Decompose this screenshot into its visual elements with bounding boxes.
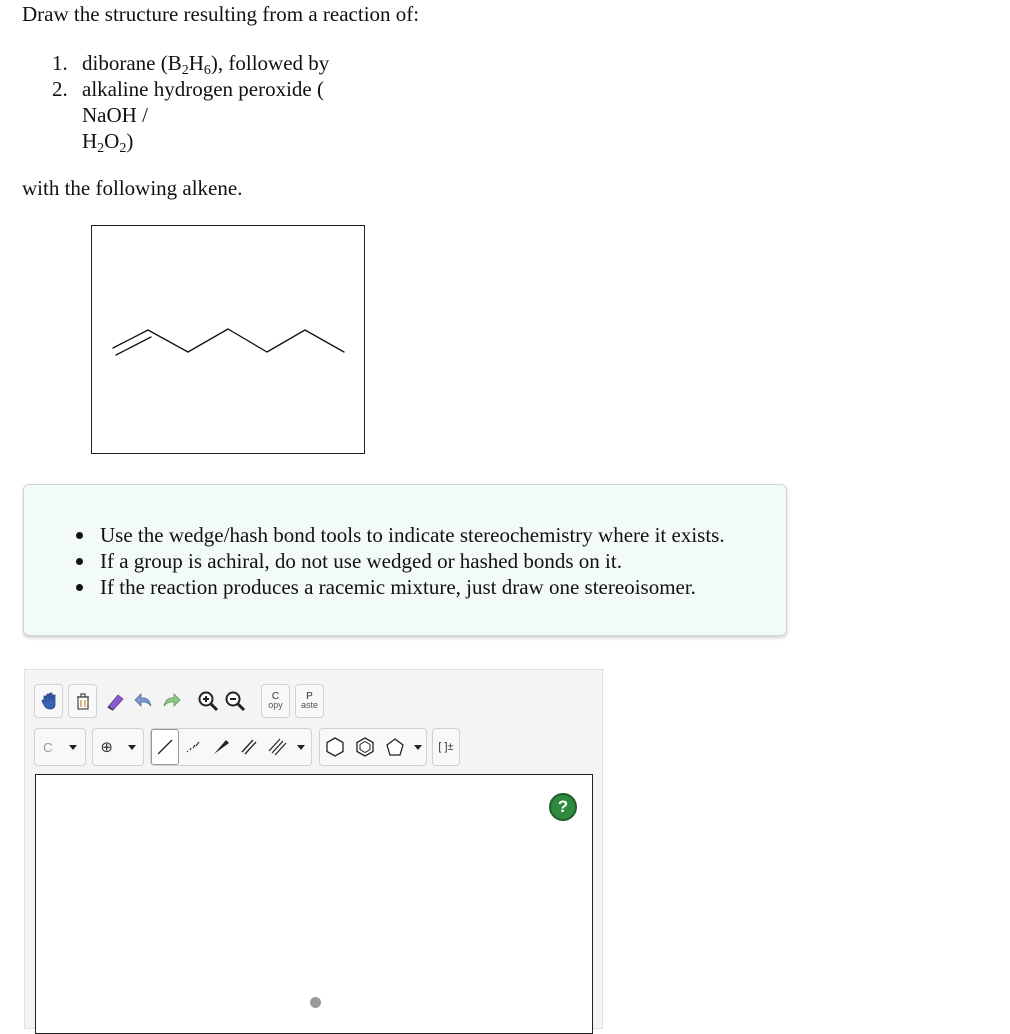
double-bond-line-1 xyxy=(113,330,148,348)
alkene-structure-box xyxy=(91,225,365,454)
redo-icon xyxy=(160,691,182,711)
step-1 xyxy=(52,50,329,76)
alkene-skeletal-structure xyxy=(92,226,364,453)
bracket-button[interactable] xyxy=(432,728,460,766)
ring-tools-group xyxy=(319,728,427,766)
instruction-item: If the reaction produces a racemic mixture, just draw one stereoisomer. xyxy=(76,574,725,600)
cyclopentane-icon[interactable] xyxy=(384,736,406,758)
eraser-tool-button[interactable] xyxy=(102,686,128,716)
instructions-box xyxy=(23,484,787,636)
bond-3 xyxy=(188,329,228,352)
eraser-icon xyxy=(104,691,126,711)
zoom-in-button[interactable] xyxy=(195,686,221,716)
hash-bond-icon xyxy=(183,737,203,757)
instruction-item: Use the wedge/hash bond tools to indicate stereochemistry where it exists. xyxy=(76,522,725,548)
atom-selector[interactable] xyxy=(34,728,86,766)
trash-icon xyxy=(75,691,91,711)
step-2-line3: $H_2O_2$) xyxy=(82,129,134,156)
bond-5 xyxy=(267,330,305,352)
chevron-down-icon[interactable] xyxy=(414,745,422,750)
step-1-text: diborane $(B_2H_6)$, followed by xyxy=(82,51,330,78)
instructions-list xyxy=(76,522,725,600)
bracket-icon: [ ]± xyxy=(438,741,454,753)
charge-selector[interactable] xyxy=(92,728,144,766)
zoom-out-icon xyxy=(224,690,246,712)
redo-button[interactable] xyxy=(158,686,184,716)
erase-button[interactable] xyxy=(68,684,97,718)
bond-tools-group xyxy=(150,728,312,766)
step-2-line1: alkaline hydrogen peroxide ( xyxy=(82,77,324,101)
hand-icon xyxy=(40,691,58,711)
undo-icon xyxy=(133,691,155,711)
step-2-line2: NaOH / xyxy=(82,103,148,127)
cyclohexane-icon[interactable] xyxy=(324,736,346,758)
atom-label: C xyxy=(43,739,53,755)
bond-2 xyxy=(148,330,188,352)
hash-bond-button[interactable] xyxy=(179,729,207,765)
wedge-bond-button[interactable] xyxy=(207,729,235,765)
zoom-in-icon xyxy=(197,690,219,712)
double-bond-icon xyxy=(239,737,259,757)
instruction-item: If a group is achiral, do not use wedged or hashed bonds on it. xyxy=(76,548,725,574)
structure-editor xyxy=(24,669,603,1029)
alkene-intro: with the following alkene. xyxy=(22,176,243,200)
benzene-icon[interactable] xyxy=(354,736,376,758)
reaction-steps xyxy=(52,50,329,154)
triple-bond-icon xyxy=(267,737,287,757)
chevron-down-icon xyxy=(69,745,77,750)
step-2-number: 2. xyxy=(52,77,68,101)
double-bond-button[interactable] xyxy=(235,729,263,765)
copy-button[interactable]: C opy xyxy=(261,684,290,718)
canvas-handle-dot xyxy=(310,997,321,1008)
chevron-down-icon xyxy=(297,745,305,750)
help-button[interactable]: ? xyxy=(549,793,577,821)
undo-button[interactable] xyxy=(131,686,157,716)
paste-button[interactable]: P aste xyxy=(295,684,324,718)
bond-dropdown[interactable] xyxy=(291,729,311,765)
step-1-number: 1. xyxy=(52,51,68,75)
step-2 xyxy=(52,76,329,102)
bond-4 xyxy=(228,329,267,352)
triple-bond-button[interactable] xyxy=(263,729,291,765)
chevron-down-icon xyxy=(128,745,136,750)
drawing-canvas[interactable] xyxy=(35,774,593,1034)
zoom-out-button[interactable] xyxy=(222,686,248,716)
double-bond-line-2 xyxy=(116,337,151,355)
question-prompt: Draw the structure resulting from a reaction of: xyxy=(22,2,420,26)
wedge-bond-icon xyxy=(211,737,231,757)
single-bond-icon xyxy=(155,737,175,757)
single-bond-button[interactable] xyxy=(151,729,179,765)
charge-icon: ⊕ xyxy=(100,739,113,756)
bond-6 xyxy=(305,330,344,352)
hand-tool-button[interactable] xyxy=(34,684,63,718)
